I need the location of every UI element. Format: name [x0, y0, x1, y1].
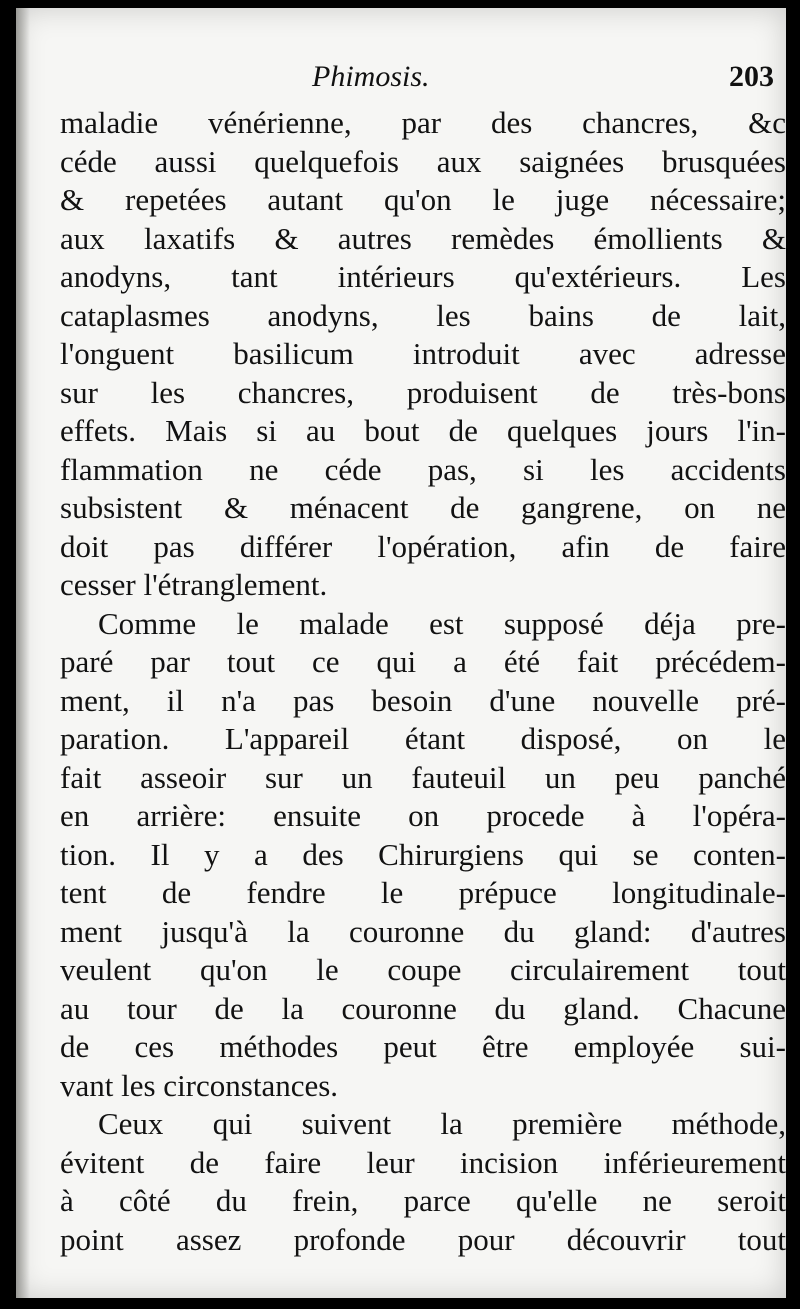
text-line: aux laxatifs & autres remèdes émollients &: [60, 220, 786, 256]
book-page: [16, 8, 786, 1298]
text-line: effets. Mais si au bout de quelques jours l'in-: [60, 413, 786, 448]
text-line: veulent qu'on le coupe circulairement tout: [60, 952, 786, 987]
running-title: Phimosis.: [312, 60, 430, 93]
text-line: paration. L'appareil étant disposé, on le: [60, 721, 786, 756]
text-line: maladie vénérienne, par des chancres, &c: [60, 105, 786, 140]
text-line: évitent de faire leur incision inférieurement: [60, 1144, 786, 1180]
text-line: tent de fendre le prépuce longitudinale-: [60, 875, 786, 910]
text-line: & repetées autant qu'on le juge nécessaire;: [60, 182, 786, 217]
body-text: [60, 104, 786, 1259]
text-line: fait asseoir sur un fauteuil un peu panché: [60, 759, 786, 795]
text-line: au tour de la couronne du gland. Chacune: [60, 990, 786, 1026]
text-line: subsistent & ménacent de gangrene, on ne: [60, 490, 786, 525]
text-line: Ceux qui suivent la première méthode,: [98, 1106, 786, 1141]
text-line: paré par tout ce qui a été fait précédem-: [60, 644, 786, 679]
text-line: anodyns, tant intérieurs qu'extérieurs. Les: [60, 259, 786, 294]
text-line: doit pas différer l'opération, afin de faire: [60, 528, 786, 564]
text-line: en arrière: ensuite on procede à l'opéra-: [60, 798, 786, 833]
text-line: à côté du frein, parce qu'elle ne seroit: [60, 1183, 786, 1218]
text-line: vant les circonstances.: [60, 1067, 339, 1103]
text-line: cesser l'étranglement.: [60, 567, 328, 602]
text-line: céde aussi quelquefois aux saignées brusquées: [60, 143, 786, 179]
text-line: l'onguent basilicum introduit avec adresse: [60, 336, 786, 371]
text-line: tion. Il y a des Chirurgiens qui se conten-: [60, 836, 786, 872]
text-line: Comme le malade est supposé déja pre-: [98, 605, 786, 641]
text-line: point assez profonde pour découvrir tout: [60, 1221, 786, 1257]
text-line: cataplasmes anodyns, les bains de lait,: [60, 297, 786, 333]
page-number: 203: [729, 60, 774, 93]
text-line: de ces méthodes peut être employée sui-: [60, 1029, 786, 1064]
text-line: sur les chancres, produisent de très-bons: [60, 374, 786, 410]
text-line: ment, il n'a pas besoin d'une nouvelle pré-: [60, 682, 786, 718]
text-line: flammation ne céde pas, si les accidents: [60, 451, 786, 487]
running-head: [16, 60, 786, 100]
text-line: ment jusqu'à la couronne du gland: d'autres: [60, 913, 786, 949]
